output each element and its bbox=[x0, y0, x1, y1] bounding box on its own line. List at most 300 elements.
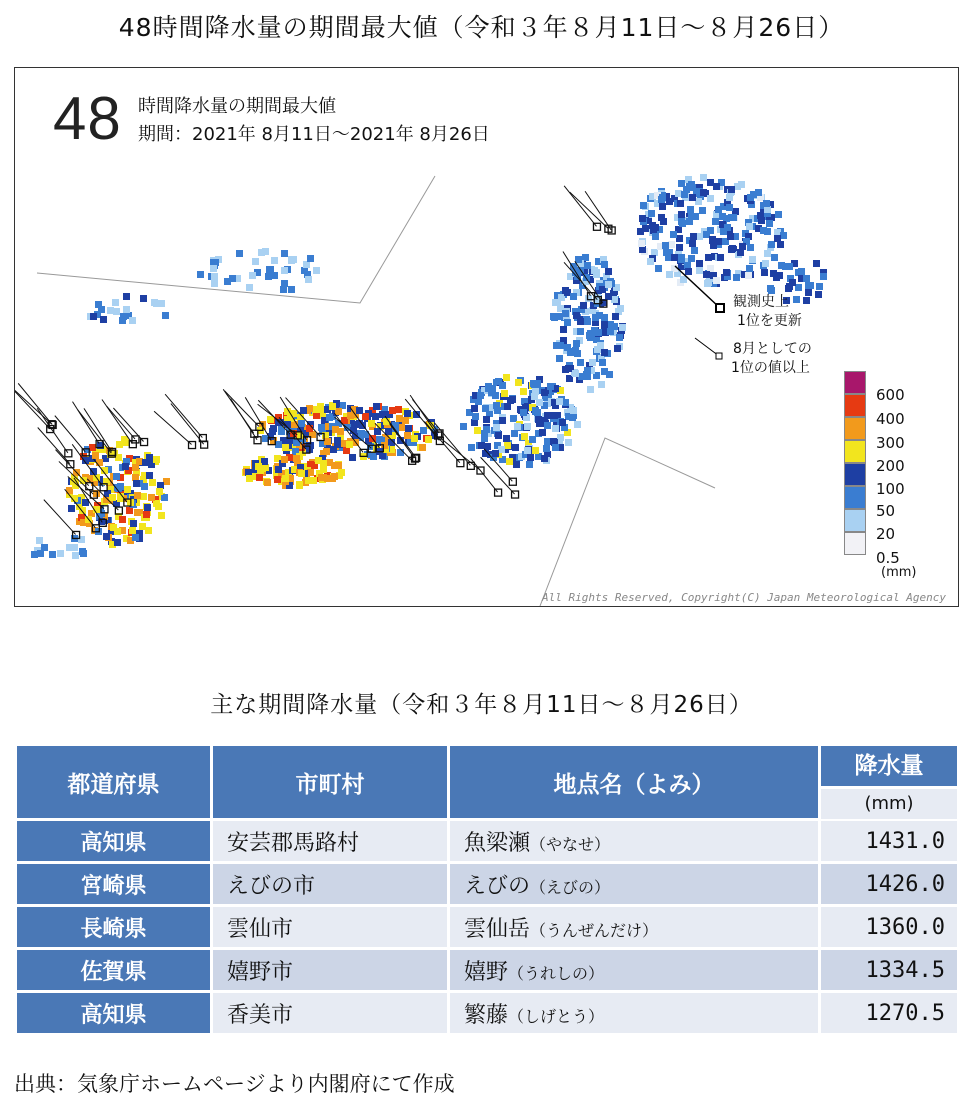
station-marker bbox=[306, 425, 313, 432]
station-marker bbox=[471, 419, 478, 426]
station-marker bbox=[587, 386, 594, 393]
station-marker bbox=[785, 285, 792, 292]
station-marker bbox=[313, 267, 320, 274]
station-marker bbox=[619, 324, 626, 331]
station-marker bbox=[358, 430, 365, 437]
station-marker bbox=[640, 202, 647, 209]
map-period: 期間：2021年 8月11日～2021年 8月26日 bbox=[138, 124, 490, 145]
station-marker bbox=[506, 458, 513, 465]
station-marker bbox=[197, 271, 204, 278]
station-marker bbox=[786, 263, 793, 270]
station-marker bbox=[347, 412, 354, 419]
duration-number: 48 bbox=[53, 85, 122, 152]
station-marker bbox=[145, 527, 152, 534]
station-marker bbox=[109, 494, 116, 501]
station-marker bbox=[509, 396, 516, 403]
station-marker bbox=[658, 214, 665, 221]
station-marker bbox=[330, 446, 337, 453]
station-marker bbox=[607, 328, 614, 335]
station-marker bbox=[648, 210, 655, 217]
station-marker bbox=[245, 469, 252, 476]
station-marker bbox=[472, 413, 479, 420]
station-marker bbox=[278, 428, 285, 435]
scale-swatch bbox=[844, 509, 866, 532]
station-marker bbox=[747, 194, 754, 201]
station-marker bbox=[140, 493, 147, 500]
station-marker bbox=[271, 272, 278, 279]
station-marker bbox=[543, 445, 550, 452]
station-marker bbox=[307, 469, 314, 476]
station-marker bbox=[271, 257, 278, 264]
station-marker bbox=[261, 458, 268, 465]
scale-swatch bbox=[844, 532, 866, 555]
station-marker bbox=[647, 258, 654, 265]
record-line bbox=[113, 408, 143, 442]
station-marker bbox=[110, 524, 117, 531]
header-precip-unit: (mm) bbox=[821, 789, 957, 819]
station-marker bbox=[570, 407, 577, 414]
station-marker bbox=[126, 507, 133, 514]
record-line bbox=[471, 458, 498, 492]
station-marker bbox=[591, 327, 598, 334]
station-marker bbox=[503, 374, 510, 381]
station-marker bbox=[246, 475, 253, 482]
station-marker bbox=[79, 548, 86, 555]
station-marker bbox=[492, 450, 499, 457]
page-title: 48時間降水量の期間最大値（令和３年８月11日～８月26日） bbox=[118, 13, 845, 42]
record-line bbox=[15, 391, 50, 429]
station-marker bbox=[468, 444, 475, 451]
station-marker bbox=[719, 213, 726, 220]
station-marker bbox=[281, 267, 288, 274]
station-marker bbox=[293, 439, 300, 446]
station-marker bbox=[515, 379, 522, 386]
record-line bbox=[44, 500, 76, 535]
station-marker bbox=[524, 423, 531, 430]
station-marker bbox=[113, 473, 120, 480]
station-marker bbox=[132, 464, 139, 471]
station-marker bbox=[132, 534, 139, 541]
scale-swatch bbox=[844, 417, 866, 440]
station-marker bbox=[329, 403, 336, 410]
table-row bbox=[17, 821, 957, 861]
station-marker bbox=[275, 441, 282, 448]
station-marker bbox=[129, 527, 136, 534]
station-marker bbox=[494, 407, 501, 414]
scale-label: 400 bbox=[876, 410, 905, 428]
record-line bbox=[165, 394, 202, 437]
station-marker bbox=[547, 383, 554, 390]
legend-record-line1: 観測史上 bbox=[733, 294, 789, 310]
cell-prefecture: 長崎県 bbox=[17, 907, 210, 947]
record-box bbox=[129, 441, 136, 448]
station-marker bbox=[346, 441, 353, 448]
station-marker bbox=[162, 312, 169, 319]
source-note: 出典：気象庁ホームページより内閣府にて作成 bbox=[14, 1072, 455, 1096]
station-marker bbox=[36, 537, 43, 544]
station-marker bbox=[158, 300, 165, 307]
station-marker bbox=[583, 316, 590, 323]
station-marker bbox=[717, 254, 724, 261]
station-marker bbox=[560, 326, 567, 333]
station-marker bbox=[795, 284, 802, 291]
station-marker bbox=[526, 461, 533, 468]
station-marker bbox=[534, 380, 541, 387]
station-marker bbox=[605, 293, 612, 300]
station-marker bbox=[705, 254, 712, 261]
cell-station bbox=[450, 950, 818, 990]
station-marker bbox=[420, 427, 427, 434]
station-marker bbox=[678, 256, 685, 263]
station-marker bbox=[689, 240, 696, 247]
station-marker bbox=[370, 453, 377, 460]
station-marker bbox=[402, 417, 409, 424]
station-marker bbox=[597, 342, 604, 349]
station-marker bbox=[139, 523, 146, 530]
record-line bbox=[154, 411, 191, 444]
station-marker bbox=[577, 318, 584, 325]
scale-unit: (mm) bbox=[881, 565, 917, 580]
station-marker bbox=[675, 190, 682, 197]
station-marker bbox=[767, 285, 774, 292]
station-marker bbox=[575, 256, 582, 263]
station-marker bbox=[419, 444, 426, 451]
station-marker bbox=[777, 241, 784, 248]
station-marker bbox=[298, 420, 305, 427]
station-marker bbox=[612, 313, 619, 320]
station-marker bbox=[760, 227, 767, 234]
station-marker bbox=[153, 456, 160, 463]
station-name: 雲仙岳 bbox=[464, 916, 531, 942]
station-marker bbox=[282, 475, 289, 482]
station-marker bbox=[601, 261, 608, 268]
station-marker bbox=[666, 198, 673, 205]
station-marker bbox=[158, 512, 165, 519]
station-marker bbox=[313, 406, 320, 413]
station-marker bbox=[570, 293, 577, 300]
station-markers bbox=[31, 174, 827, 559]
station-marker bbox=[323, 448, 330, 455]
station-marker bbox=[766, 220, 773, 227]
station-marker bbox=[397, 449, 404, 456]
station-marker bbox=[762, 260, 769, 267]
station-marker bbox=[57, 550, 64, 557]
cell-city: 香美市 bbox=[213, 993, 447, 1033]
scale-label: 200 bbox=[876, 457, 905, 475]
station-marker bbox=[148, 494, 155, 501]
station-marker bbox=[305, 276, 312, 283]
station-marker bbox=[564, 344, 571, 351]
station-marker bbox=[805, 282, 812, 289]
station-marker bbox=[557, 342, 564, 349]
station-marker bbox=[747, 244, 754, 251]
station-marker bbox=[307, 255, 314, 262]
station-marker bbox=[696, 260, 703, 267]
station-marker bbox=[329, 475, 336, 482]
table-title: 主な期間降水量（令和３年８月11日～８月26日） bbox=[210, 692, 753, 718]
station-marker bbox=[68, 505, 75, 512]
station-marker bbox=[92, 452, 99, 459]
station-marker bbox=[404, 410, 411, 417]
station-marker bbox=[699, 207, 706, 214]
station-marker bbox=[773, 274, 780, 281]
station-marker bbox=[749, 256, 756, 263]
station-marker bbox=[638, 240, 645, 247]
station-marker bbox=[544, 422, 551, 429]
station-marker bbox=[723, 269, 730, 276]
station-marker bbox=[658, 196, 665, 203]
station-marker bbox=[49, 551, 56, 558]
station-marker bbox=[274, 476, 281, 483]
station-marker bbox=[566, 375, 573, 382]
station-marker bbox=[689, 194, 696, 201]
scale-label: 20 bbox=[876, 525, 896, 543]
station-marker bbox=[605, 268, 612, 275]
station-marker bbox=[124, 486, 131, 493]
station-marker bbox=[558, 294, 565, 301]
station-marker bbox=[460, 423, 467, 430]
station-marker bbox=[532, 407, 539, 414]
station-marker bbox=[707, 265, 714, 272]
station-marker bbox=[474, 427, 481, 434]
station-marker bbox=[668, 241, 675, 248]
station-marker bbox=[339, 402, 346, 409]
station-marker bbox=[249, 272, 256, 279]
station-marker bbox=[700, 189, 707, 196]
station-marker bbox=[709, 236, 716, 243]
station-marker bbox=[678, 180, 685, 187]
station-marker bbox=[157, 482, 164, 489]
station-marker bbox=[704, 280, 711, 287]
station-marker bbox=[499, 382, 506, 389]
station-marker bbox=[493, 424, 500, 431]
station-marker bbox=[536, 399, 543, 406]
station-marker bbox=[211, 273, 218, 280]
station-marker bbox=[690, 233, 697, 240]
station-marker bbox=[123, 306, 130, 313]
station-marker bbox=[372, 413, 379, 420]
station-marker bbox=[398, 424, 405, 431]
station-marker bbox=[368, 420, 375, 427]
scale-label: 50 bbox=[876, 502, 896, 520]
station-marker bbox=[532, 447, 539, 454]
station-marker bbox=[485, 385, 492, 392]
cell-city: 安芸郡馬路村 bbox=[213, 821, 447, 861]
station-marker bbox=[572, 370, 579, 377]
header-city: 市町村 bbox=[213, 746, 447, 818]
station-marker bbox=[598, 381, 605, 388]
station-marker bbox=[130, 520, 137, 527]
station-marker bbox=[662, 242, 669, 249]
rainfall-map bbox=[14, 67, 959, 607]
station-marker bbox=[738, 181, 745, 188]
station-marker bbox=[146, 454, 153, 461]
station-marker bbox=[584, 262, 591, 269]
station-marker bbox=[471, 405, 478, 412]
station-marker bbox=[425, 436, 432, 443]
station-marker bbox=[816, 283, 823, 290]
station-marker bbox=[778, 262, 785, 269]
station-marker bbox=[688, 255, 695, 262]
station-marker bbox=[552, 299, 559, 306]
cell-value: 1426.0 bbox=[821, 864, 957, 904]
station-marker bbox=[715, 206, 722, 213]
station-marker bbox=[478, 442, 485, 449]
station-marker bbox=[236, 250, 243, 257]
station-marker bbox=[813, 260, 820, 267]
station-marker bbox=[713, 277, 720, 284]
station-marker bbox=[513, 461, 520, 468]
record-line bbox=[441, 438, 480, 470]
station-marker bbox=[31, 551, 38, 558]
station-marker bbox=[532, 388, 539, 395]
legend-record-line2: 1位を更新 bbox=[737, 313, 802, 329]
station-marker bbox=[211, 280, 218, 287]
station-marker bbox=[66, 544, 73, 551]
station-marker bbox=[639, 246, 646, 253]
station-marker bbox=[114, 539, 121, 546]
station-marker bbox=[499, 417, 506, 424]
station-marker bbox=[477, 392, 484, 399]
station-marker bbox=[119, 317, 126, 324]
station-marker bbox=[495, 432, 502, 439]
station-marker bbox=[726, 204, 733, 211]
station-marker bbox=[265, 273, 272, 280]
station-marker bbox=[556, 398, 563, 405]
station-marker bbox=[684, 262, 691, 269]
station-marker bbox=[404, 432, 411, 439]
color-scale bbox=[844, 371, 866, 555]
table-header-row bbox=[17, 746, 957, 818]
station-marker bbox=[338, 469, 345, 476]
station-marker bbox=[601, 314, 608, 321]
station-marker bbox=[564, 289, 571, 296]
station-name: えびの bbox=[464, 873, 531, 899]
japan-station-map bbox=[15, 68, 958, 606]
station-marker bbox=[601, 349, 608, 356]
station-marker bbox=[642, 225, 649, 232]
station-marker bbox=[565, 439, 572, 446]
station-marker bbox=[90, 313, 97, 320]
station-marker bbox=[763, 200, 770, 207]
station-marker bbox=[678, 218, 685, 225]
station-marker bbox=[72, 552, 79, 559]
map-subtitle: 時間降水量の期間最大値 bbox=[138, 96, 336, 117]
station-marker bbox=[562, 310, 569, 317]
cell-station bbox=[450, 993, 818, 1033]
station-marker bbox=[281, 456, 288, 463]
station-marker bbox=[550, 313, 557, 320]
station-marker bbox=[580, 302, 587, 309]
station-marker bbox=[659, 203, 666, 210]
station-marker bbox=[520, 409, 527, 416]
station-marker bbox=[504, 403, 511, 410]
station-marker bbox=[335, 462, 342, 469]
station-marker bbox=[529, 436, 536, 443]
station-marker bbox=[666, 271, 673, 278]
record-line bbox=[18, 383, 52, 424]
station-marker bbox=[650, 227, 657, 234]
station-marker bbox=[298, 470, 305, 477]
station-marker bbox=[527, 454, 534, 461]
station-marker bbox=[789, 279, 796, 286]
station-marker bbox=[564, 319, 571, 326]
record-markers bbox=[15, 186, 615, 539]
station-marker bbox=[326, 414, 333, 421]
station-marker bbox=[565, 413, 572, 420]
station-marker bbox=[687, 206, 694, 213]
cell-city: 雲仙市 bbox=[213, 907, 447, 947]
station-marker bbox=[573, 340, 580, 347]
scale-label: 600 bbox=[876, 386, 905, 404]
station-marker bbox=[703, 271, 710, 278]
station-yomi: （うれしの） bbox=[508, 963, 605, 983]
station-marker bbox=[761, 269, 768, 276]
station-marker bbox=[252, 258, 259, 265]
scale-swatch bbox=[844, 394, 866, 417]
station-marker bbox=[535, 453, 542, 460]
station-marker bbox=[574, 350, 581, 357]
record-line bbox=[231, 399, 257, 440]
scale-swatch bbox=[844, 371, 866, 394]
station-marker bbox=[677, 200, 684, 207]
station-marker bbox=[574, 421, 581, 428]
station-marker bbox=[774, 235, 781, 242]
station-marker bbox=[655, 265, 662, 272]
station-marker bbox=[89, 444, 96, 451]
station-marker bbox=[577, 359, 584, 366]
station-marker bbox=[246, 284, 253, 291]
station-marker bbox=[510, 415, 517, 422]
station-marker bbox=[713, 183, 720, 190]
station-marker bbox=[737, 249, 744, 256]
station-marker bbox=[771, 254, 778, 261]
station-marker bbox=[726, 194, 733, 201]
station-marker bbox=[324, 438, 331, 445]
station-marker bbox=[557, 434, 564, 441]
station-marker bbox=[732, 208, 739, 215]
station-marker bbox=[617, 305, 624, 312]
station-marker bbox=[746, 223, 753, 230]
station-marker bbox=[151, 299, 158, 306]
station-marker bbox=[482, 405, 489, 412]
station-marker bbox=[692, 213, 699, 220]
station-marker bbox=[335, 408, 342, 415]
station-marker bbox=[663, 249, 670, 256]
legend-august-text bbox=[731, 340, 812, 378]
cell-value: 1270.5 bbox=[821, 993, 957, 1033]
station-marker bbox=[281, 280, 288, 287]
station-marker bbox=[757, 212, 764, 219]
station-marker bbox=[511, 430, 518, 437]
station-marker bbox=[562, 399, 569, 406]
station-marker bbox=[103, 533, 110, 540]
copyright-text: All Rights Reserved, Copyright(C) Japan Meteorological Agency bbox=[542, 591, 946, 604]
station-marker bbox=[691, 247, 698, 254]
station-marker bbox=[729, 245, 736, 252]
station-marker bbox=[539, 429, 546, 436]
station-marker bbox=[815, 291, 822, 298]
cell-station bbox=[450, 864, 818, 904]
station-marker bbox=[315, 457, 322, 464]
record-line bbox=[37, 408, 68, 453]
station-marker bbox=[544, 412, 551, 419]
station-marker bbox=[300, 407, 307, 414]
scale-label: 100 bbox=[876, 480, 905, 498]
station-name: 繁藤 bbox=[464, 1002, 509, 1028]
station-marker bbox=[481, 430, 488, 437]
station-marker bbox=[267, 266, 274, 273]
